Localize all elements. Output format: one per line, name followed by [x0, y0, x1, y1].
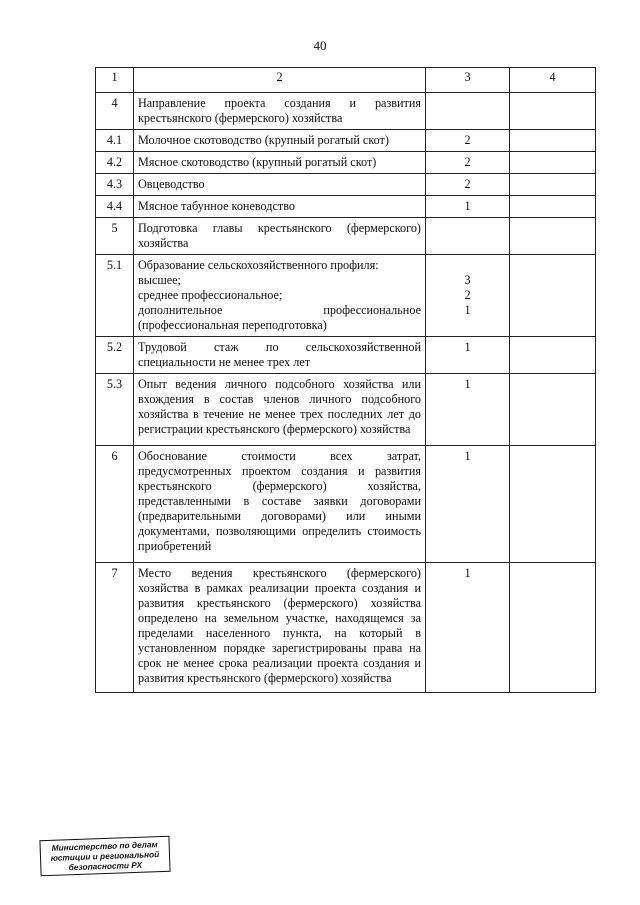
- row-number: 4.3: [96, 174, 134, 196]
- table-row: [96, 563, 596, 693]
- row-text: Место ведения крестьянского (фермерского) хозяйства в рамках реализации проекта создания и развития крестьянского (фермерского) хозяйства определено на земельном участке, находящемся за пределами населенного пункта, на который в установленном порядке зарегистрированы права на срок не менее срока реализации проекта создания и развития крестьянского (фермерского) хозяйства: [134, 563, 426, 693]
- row-col4: [510, 446, 596, 563]
- row-score: 2: [426, 174, 510, 196]
- row-text: Мясное табунное коневодство: [134, 196, 426, 218]
- row-number: 5.2: [96, 337, 134, 374]
- row-text-item: среднее профессиональное;: [138, 288, 283, 302]
- ministry-stamp: [39, 836, 170, 877]
- row-col4: [510, 218, 596, 255]
- table-row: [96, 255, 596, 337]
- table-row: [96, 196, 596, 218]
- table-header-row: [96, 68, 596, 93]
- row-number: 4.4: [96, 196, 134, 218]
- row-col4: [510, 174, 596, 196]
- row-number: 7: [96, 563, 134, 693]
- row-score: 2: [426, 130, 510, 152]
- header-cell: 4: [510, 68, 596, 93]
- row-text: Трудовой стаж по сельскохозяйственной специальности не менее трех лет: [134, 337, 426, 374]
- table-row: [96, 93, 596, 130]
- row-score: 1: [426, 374, 510, 446]
- row-score: 1: [426, 446, 510, 563]
- row-number: 5.1: [96, 255, 134, 337]
- row-number: 5.3: [96, 374, 134, 446]
- row-text: Мясное скотоводство (крупный рогатый скот): [134, 152, 426, 174]
- table-row: [96, 337, 596, 374]
- page-number: 40: [313, 38, 327, 53]
- table-row: [96, 174, 596, 196]
- row-text: Опыт ведения личного подсобного хозяйства или вхождения в состав членов личного подсобного хозяйства в течение не менее трех последних лет до регистрации крестьянского (фермерского) хозяйства: [134, 374, 426, 446]
- row-text: Овцеводство: [134, 174, 426, 196]
- row-col4: [510, 255, 596, 337]
- row-score: [426, 255, 510, 337]
- row-text: Подготовка главы крестьянского (фермерского) хозяйства: [134, 218, 426, 255]
- table-row: [96, 446, 596, 563]
- row-text-item: дополнительное профессиональное (профессиональная переподготовка): [138, 303, 421, 332]
- row-text: [134, 255, 426, 337]
- row-col4: [510, 337, 596, 374]
- stamp-line: юстиции и региональной: [50, 849, 160, 863]
- row-text: Направление проекта создания и развития крестьянского (фермерского) хозяйства: [134, 93, 426, 130]
- row-number: 4.2: [96, 152, 134, 174]
- row-score-item: 1: [464, 303, 471, 317]
- row-score-item: 3: [464, 273, 471, 287]
- row-col4: [510, 563, 596, 693]
- header-cell: 2: [134, 68, 426, 93]
- header-cell: 3: [426, 68, 510, 93]
- table-row: [96, 130, 596, 152]
- table-row: [96, 374, 596, 446]
- table-row: [96, 218, 596, 255]
- row-score: 1: [426, 196, 510, 218]
- row-number: 5: [96, 218, 134, 255]
- row-score: 2: [426, 152, 510, 174]
- row-text-item: высшее;: [138, 273, 181, 287]
- row-text: Обоснование стоимости всех затрат, предусмотренных проектом создания и развития крестьянского (фермерского) хозяйства, представленными в составе заявки договорами (предварительными договорами) или иными документами, позволяющими определить стоимость приобретений: [134, 446, 426, 563]
- row-col4: [510, 152, 596, 174]
- stamp-line: безопасности РХ: [68, 859, 143, 873]
- row-score: [426, 218, 510, 255]
- row-score: [426, 93, 510, 130]
- row-number: 4: [96, 93, 134, 130]
- row-col4: [510, 130, 596, 152]
- row-text-heading: Образование сельскохозяйственного профиля:: [138, 258, 379, 272]
- row-score: 1: [426, 337, 510, 374]
- row-number: 6: [96, 446, 134, 563]
- stamp-line: Министерство по делам: [51, 839, 158, 853]
- row-col4: [510, 93, 596, 130]
- row-score: 1: [426, 563, 510, 693]
- row-text: Молочное скотоводство (крупный рогатый скот): [134, 130, 426, 152]
- row-col4: [510, 196, 596, 218]
- row-col4: [510, 374, 596, 446]
- criteria-table: [95, 67, 596, 693]
- table-row: [96, 152, 596, 174]
- header-cell: 1: [96, 68, 134, 93]
- row-number: 4.1: [96, 130, 134, 152]
- row-score-item: 2: [464, 288, 471, 302]
